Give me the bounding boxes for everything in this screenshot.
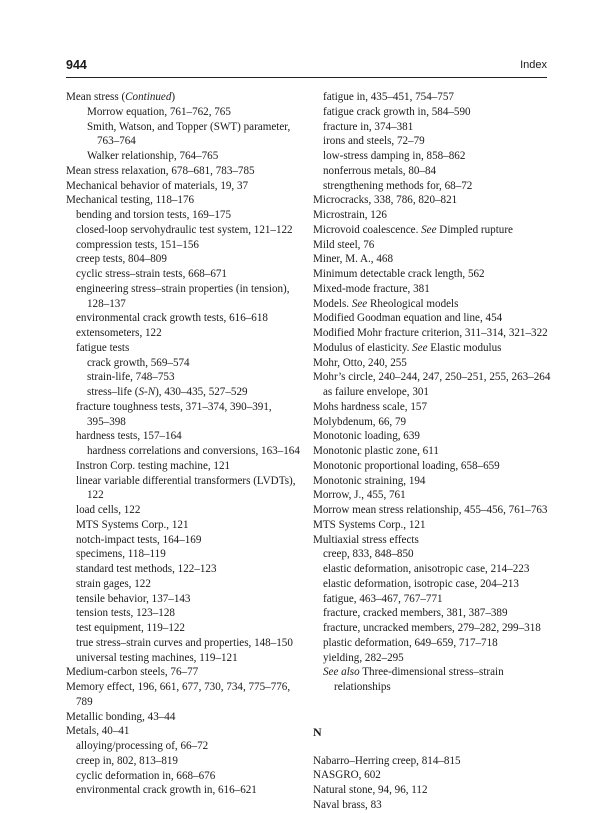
entry-line: Mohs hardness scale, 157 <box>313 400 427 413</box>
index-entry <box>313 370 549 385</box>
entry-line: NASGRO, 602 <box>313 769 381 782</box>
entry-line: engineering stress–strain properties (in tension), <box>76 282 290 295</box>
entry-line: strain gages, 122 <box>76 577 151 590</box>
index-entry <box>66 164 302 179</box>
index-entry <box>313 488 549 503</box>
entry-line: Medium-carbon steels, 76–77 <box>66 666 199 679</box>
index-entry <box>313 400 549 415</box>
entry-line: fatigue crack growth in, 584–590 <box>323 105 471 118</box>
index-subentry <box>66 429 302 444</box>
index-subentry <box>66 252 302 267</box>
index-subentry <box>66 621 302 636</box>
entry-line: Mixed-mode fracture, 381 <box>313 282 430 295</box>
entry-continuation-line: 395–398 <box>87 415 126 428</box>
entry-line: Monotonic plastic zone, 611 <box>313 445 439 457</box>
entry-line: fatigue tests <box>76 341 130 354</box>
entry-line: bending and torsion tests, 169–175 <box>76 209 231 221</box>
running-header <box>66 58 547 76</box>
entry-line: fracture in, 374–381 <box>323 120 414 133</box>
entry-line: alloying/processing of, 66–72 <box>76 740 209 752</box>
entry-line: Microvoid coalescence. See Dimpled rupture <box>313 223 513 236</box>
entry-continuation-line: relationships <box>334 681 391 693</box>
entry-line: creep, 833, 848–850 <box>323 548 414 561</box>
entry-line: Minimum detectable crack length, 562 <box>313 268 485 280</box>
entry-line: yielding, 282–295 <box>323 651 404 664</box>
entry-line: Smith, Watson, and Topper (SWT) parameter, <box>87 120 291 133</box>
entry-line: Mohr’s circle, 240–244, 247, 250–251, 255, 263–264 <box>313 371 551 384</box>
entry-line: Memory effect, 196, 661, 677, 730, 734, 775–776, <box>66 681 291 693</box>
entry-line: closed-loop servohydraulic test system, 121–122 <box>76 223 293 236</box>
entry-line: tensile behavior, 137–143 <box>76 592 191 605</box>
index-subentry <box>66 651 302 666</box>
entry-line: crack growth, 569–574 <box>87 356 190 369</box>
entry-line: Mohr, Otto, 240, 255 <box>313 356 407 369</box>
entry-line: extensometers, 122 <box>76 327 162 339</box>
entry-line: irons and steels, 72–79 <box>323 135 425 148</box>
index-entry <box>66 193 302 208</box>
index-entry <box>313 533 549 548</box>
index-subentry <box>66 533 302 548</box>
index-subentry <box>313 665 549 695</box>
entry-line: Instron Corp. testing machine, 121 <box>76 459 231 472</box>
index-entry <box>66 724 302 739</box>
index-entry <box>66 680 302 710</box>
index-subentry <box>66 341 302 356</box>
index-subentry <box>66 223 302 238</box>
index-subentry <box>313 105 549 120</box>
index-subentry <box>66 518 302 533</box>
index-entry <box>313 297 549 312</box>
index-subentry <box>66 503 302 518</box>
index-subentry <box>66 562 302 577</box>
index-entry <box>313 474 549 489</box>
index-entry <box>313 754 549 769</box>
entry-line: Monotonic straining, 194 <box>313 474 426 487</box>
index-subentry <box>66 459 302 474</box>
entry-line: Microstrain, 126 <box>313 209 387 221</box>
index-entry <box>313 311 549 326</box>
entry-line: See also Three-dimensional stress–strain <box>323 666 504 679</box>
entry-line: load cells, 122 <box>76 504 141 516</box>
entry-line: Morrow mean stress relationship, 455–456, 761–763 <box>313 504 548 516</box>
entry-line: plastic deformation, 649–659, 717–718 <box>323 636 498 649</box>
index-subentry <box>66 385 302 400</box>
entry-line: creep in, 802, 813–819 <box>76 754 178 767</box>
entry-line: Modified Goodman equation and line, 454 <box>313 312 503 325</box>
entry-line: Mild steel, 76 <box>313 238 375 251</box>
index-entry <box>313 341 549 356</box>
index-subentry <box>66 444 302 459</box>
entry-line: tension tests, 123–128 <box>76 607 175 620</box>
entry-line: elastic deformation, isotropic case, 204–213 <box>323 577 519 590</box>
index-subentry <box>313 636 549 651</box>
index-subentry <box>66 577 302 592</box>
entry-line: low-stress damping in, 858–862 <box>323 150 466 162</box>
index-entry <box>313 783 549 798</box>
entry-line: notch-impact tests, 164–169 <box>76 533 202 546</box>
entry-line: Molybdenum, 66, 79 <box>313 415 407 428</box>
index-subentry <box>313 134 549 149</box>
entry-line: Monotonic loading, 639 <box>313 430 420 443</box>
index-subentry <box>66 769 302 784</box>
index-entry <box>66 710 302 725</box>
index-subentry <box>66 149 302 164</box>
entry-line: Naval brass, 83 <box>313 798 382 811</box>
entry-line: Morrow equation, 761–762, 765 <box>87 105 231 118</box>
index-column-right <box>313 90 549 813</box>
index-column-left <box>66 90 302 798</box>
entry-line: Metallic bonding, 43–44 <box>66 710 176 723</box>
index-subentry <box>313 592 549 607</box>
entry-line: fracture, cracked members, 381, 387–389 <box>323 607 508 620</box>
header-rule <box>66 77 547 78</box>
index-subentry <box>66 356 302 371</box>
index-subentry <box>313 562 549 577</box>
entry-line: Morrow, J., 455, 761 <box>313 489 406 502</box>
entry-continuation-line: 789 <box>76 695 93 708</box>
index-subentry <box>66 282 302 312</box>
index-subentry <box>313 120 549 135</box>
entry-line: Multiaxial stress effects <box>313 533 419 546</box>
index-subentry <box>313 179 549 194</box>
index-entry <box>66 90 302 105</box>
entry-line: MTS Systems Corp., 121 <box>76 518 189 531</box>
index-entry <box>313 267 549 282</box>
entry-line: cyclic deformation in, 668–676 <box>76 769 216 782</box>
entry-line: Monotonic proportional loading, 658–659 <box>313 459 500 472</box>
entry-line: Mechanical testing, 118–176 <box>66 194 195 207</box>
index-subentry <box>66 636 302 651</box>
index-entry <box>313 356 549 371</box>
entry-line: Nabarro–Herring creep, 814–815 <box>313 754 461 767</box>
index-entry <box>313 503 549 518</box>
index-entry <box>313 326 549 341</box>
index-subentry <box>66 606 302 621</box>
entry-line: hardness tests, 157–164 <box>76 430 182 443</box>
entry-continuation-line: 122 <box>87 489 104 502</box>
entry-line: Mean stress (Continued) <box>66 91 176 103</box>
entry-line: elastic deformation, anisotropic case, 214–223 <box>323 563 530 575</box>
entry-line: environmental crack growth in, 616–621 <box>76 784 257 797</box>
entry-line: Modulus of elasticity. See Elastic modulus <box>313 341 502 354</box>
entry-line: cyclic stress–strain tests, 668–671 <box>76 268 227 280</box>
entry-line: creep tests, 804–809 <box>76 253 167 266</box>
index-subentry <box>313 621 549 636</box>
index-subentry <box>313 164 549 179</box>
index-subentry <box>66 474 302 504</box>
entry-line: stress–life (S-N), 430–435, 527–529 <box>87 386 248 398</box>
index-subentry <box>313 651 549 666</box>
entry-line: Mean stress relaxation, 678–681, 783–785 <box>66 164 255 177</box>
page-number: 944 <box>66 58 87 72</box>
entry-line: as failure envelope, 301 <box>323 386 429 398</box>
index-entry <box>313 459 549 474</box>
index-entry <box>66 665 302 680</box>
entry-line: environmental crack growth tests, 616–618 <box>76 312 268 325</box>
entry-line: compression tests, 151–156 <box>76 238 199 251</box>
entry-continuation-line: 128–137 <box>87 297 126 310</box>
entry-line: fatigue in, 435–451, 754–757 <box>323 91 454 103</box>
entry-line: Modified Mohr fracture criterion, 311–314, 321–322 <box>313 327 548 339</box>
entry-line: fracture toughness tests, 371–374, 390–391, <box>76 400 272 413</box>
entry-line: Microcracks, 338, 786, 820–821 <box>313 194 458 207</box>
index-entry <box>313 415 549 430</box>
entry-line: Walker relationship, 764–765 <box>87 150 219 162</box>
index-subentry <box>66 311 302 326</box>
index-entry <box>313 238 549 253</box>
entry-line: fracture, uncracked members, 279–282, 299–318 <box>323 622 541 634</box>
index-subentry <box>66 238 302 253</box>
index-subentry <box>313 577 549 592</box>
entry-line: nonferrous metals, 80–84 <box>323 164 437 177</box>
entry-continuation-line: 763–764 <box>97 135 136 148</box>
letter-heading: N <box>313 724 322 739</box>
index-subentry <box>66 370 302 385</box>
index-subentry <box>313 547 549 562</box>
entry-line: Mechanical behavior of materials, 19, 37 <box>66 179 249 192</box>
entry-line: Metals, 40–41 <box>66 725 130 738</box>
entry-line: specimens, 118–119 <box>76 548 166 561</box>
index-entry <box>313 444 549 459</box>
section-title: Index <box>520 59 547 71</box>
entry-line: hardness correlations and conversions, 163–164 <box>87 445 300 457</box>
entry-line: strengthening methods for, 68–72 <box>323 179 473 192</box>
index-subentry <box>313 385 549 400</box>
index-entry <box>313 208 549 223</box>
index-subentry <box>313 606 549 621</box>
index-entry <box>313 223 549 238</box>
index-subentry <box>66 739 302 754</box>
entry-line: Miner, M. A., 468 <box>313 253 393 266</box>
index-entry <box>313 518 549 533</box>
entry-line: true stress–strain curves and properties, 148–150 <box>76 636 293 649</box>
index-entry <box>313 282 549 297</box>
index-subentry <box>66 754 302 769</box>
entry-line: test equipment, 119–122 <box>76 622 185 634</box>
index-subentry <box>313 90 549 105</box>
index-subentry <box>313 149 549 164</box>
entry-line: standard test methods, 122–123 <box>76 563 217 575</box>
entry-line: Natural stone, 94, 96, 112 <box>313 784 428 796</box>
entry-line: universal testing machines, 119–121 <box>76 651 238 664</box>
entry-line: fatigue, 463–467, 767–771 <box>323 592 443 605</box>
index-entry <box>313 429 549 444</box>
index-subentry <box>66 105 302 120</box>
index-subentry <box>66 400 302 430</box>
index-subentry <box>66 783 302 798</box>
index-subentry <box>66 267 302 282</box>
index-subentry <box>66 120 302 150</box>
index-subentry <box>66 547 302 562</box>
entry-line: Models. See Rheological models <box>313 297 459 310</box>
index-subentry <box>66 208 302 223</box>
index-entry <box>313 252 549 267</box>
index-subentry <box>66 326 302 341</box>
entry-line: linear variable differential transformers (LVDTs), <box>76 474 296 487</box>
index-subentry <box>66 592 302 607</box>
index-entry <box>313 193 549 208</box>
entry-line: MTS Systems Corp., 121 <box>313 518 426 531</box>
entry-line: strain-life, 748–753 <box>87 371 175 384</box>
index-entry <box>66 179 302 194</box>
index-entry <box>313 768 549 783</box>
